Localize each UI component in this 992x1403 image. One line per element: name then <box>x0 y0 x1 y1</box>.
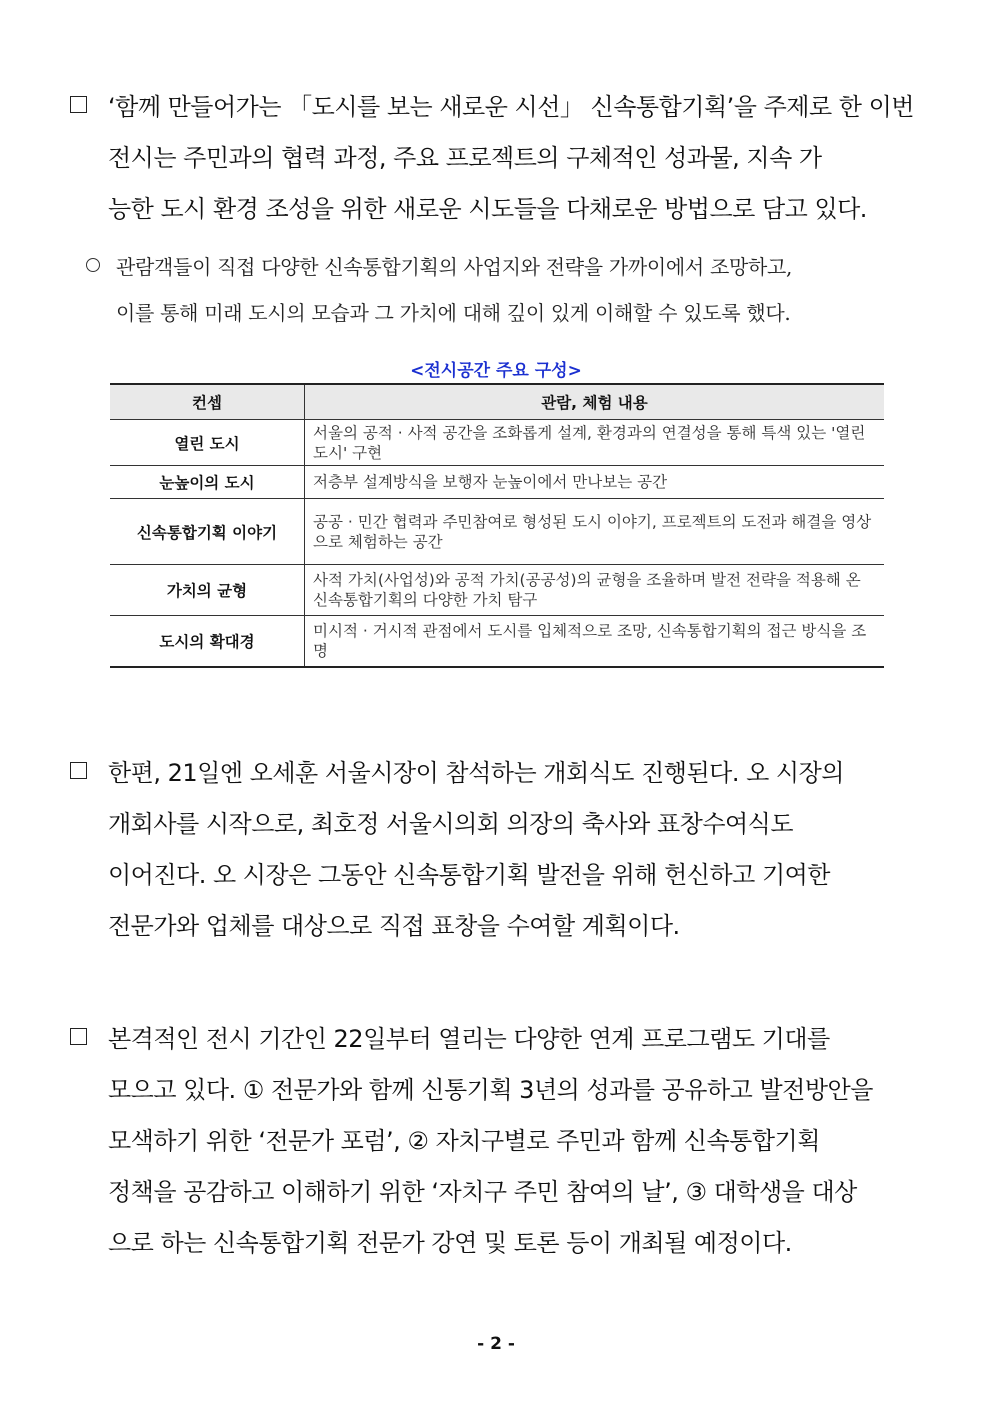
checkbox-bullet-icon <box>70 96 87 113</box>
intro-line: 능한 도시 환경 조성을 위한 새로운 시도들을 다채로운 방법으로 담고 있다. <box>108 195 867 223</box>
opening-line: 한편, 21일엔 오세훈 서울시장이 참석하는 개회식도 진행된다. 오 시장의 <box>108 759 844 787</box>
programs-line: 모색하기 위한 ‘전문가 포럼’, ② 자치구별로 주민과 함께 신속통합기획 <box>108 1127 820 1155</box>
intro-line: 전시는 주민과의 협력 과정, 주요 프로젝트의 구체적인 성과물, 지속 가 <box>108 144 822 172</box>
sub-point-line: 이를 통해 미래 도시의 모습과 그 가치에 대해 깊이 있게 이해할 수 있도록 했다. <box>116 301 791 325</box>
checkbox-bullet-icon <box>70 1028 87 1045</box>
opening-line: 이어진다. 오 시장은 그동안 신속통합기획 발전을 위해 헌신하고 기여한 <box>108 861 830 889</box>
opening-line: 전문가와 업체를 대상으로 직접 표창을 수여할 계획이다. <box>108 912 680 940</box>
row-content: 사적 가치(사업성)와 공적 가치(공공성)의 균형을 조율하며 발전 전략을 적용해 온 신속통합기획의 다양한 가치 탐구 <box>305 565 885 616</box>
row-content: 저층부 설계방식을 보행자 눈높이에서 만나보는 공간 <box>305 466 885 499</box>
row-concept: 가치의 균형 <box>110 565 305 616</box>
row-concept: 도시의 확대경 <box>110 616 305 667</box>
checkbox-bullet-icon <box>70 762 87 779</box>
table-header-row <box>110 384 884 420</box>
intro-line: ‘함께 만들어가는 「도시를 보는 새로운 시선」 신속통합기획’을 주제로 한 이번 <box>108 93 914 121</box>
programs-line: 으로 하는 신속통합기획 전문가 강연 및 토론 등이 개최될 예정이다. <box>108 1229 792 1257</box>
table-row <box>110 565 884 616</box>
exhibit-table <box>110 383 884 668</box>
row-content: 미시적 · 거시적 관점에서 도시를 입체적으로 조망, 신속통합기획의 접근 방식을 조명 <box>305 616 885 667</box>
programs-line: 모으고 있다. ① 전문가와 함께 신통기획 3년의 성과를 공유하고 발전방안을 <box>108 1076 873 1104</box>
sub-point-line: 관람객들이 직접 다양한 신속통합기획의 사업지와 전략을 가까이에서 조망하고, <box>116 255 793 279</box>
row-content: 서울의 공적 · 사적 공간을 조화롭게 설계, 환경과의 연결성을 통해 특색 있는 '열린 도시' 구현 <box>305 420 885 466</box>
programs-line: 본격적인 전시 기간인 22일부터 열리는 다양한 연계 프로그램도 기대를 <box>108 1025 830 1053</box>
page-number: - 2 - <box>477 1334 515 1354</box>
header-concept: 컨셉 <box>110 384 305 420</box>
row-concept: 눈높이의 도시 <box>110 466 305 499</box>
row-content: 공공 · 민간 협력과 주민참여로 형성된 도시 이야기, 프로젝트의 도전과 해결을 영상으로 체험하는 공간 <box>305 499 885 565</box>
opening-line: 개회사를 시작으로, 최호정 서울시의회 의장의 축사와 표창수여식도 <box>108 810 794 838</box>
header-content: 관람, 체험 내용 <box>305 384 885 420</box>
table-row <box>110 466 884 499</box>
programs-line: 정책을 공감하고 이해하기 위한 ‘자치구 주민 참여의 날’, ③ 대학생을 대상 <box>108 1178 857 1206</box>
table-caption: <전시공간 주요 구성> <box>410 361 582 381</box>
row-concept: 신속통합기획 이야기 <box>110 499 305 565</box>
circle-bullet-icon <box>86 258 100 272</box>
table-row <box>110 420 884 466</box>
row-concept: 열린 도시 <box>110 420 305 466</box>
table-row <box>110 499 884 565</box>
table-row <box>110 616 884 667</box>
